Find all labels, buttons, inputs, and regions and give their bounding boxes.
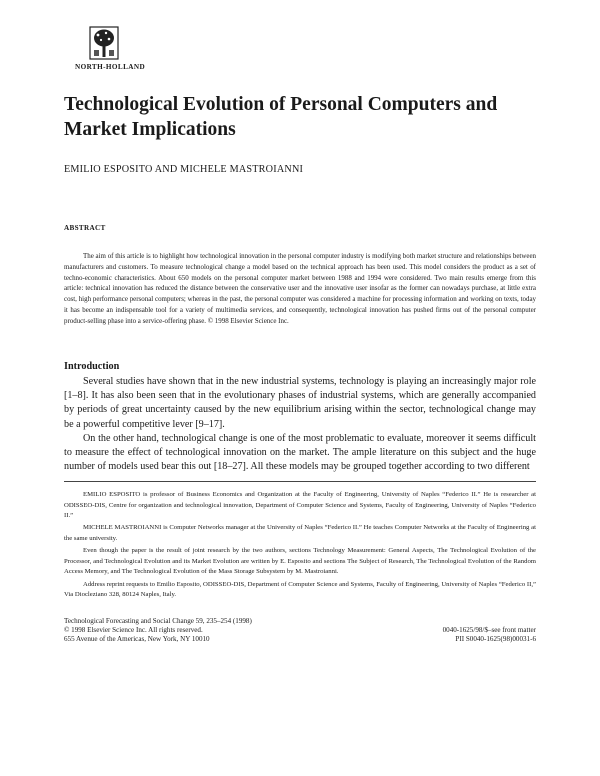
publisher-logo	[75, 26, 146, 71]
copyright-line: © 1998 Elsevier Science Inc. All rights reserved.	[64, 625, 203, 634]
pii-line: PII S0040-1625(98)00031-6	[455, 634, 536, 643]
footnotes	[64, 490, 536, 602]
abstract-body: The aim of this article is to highlight how technological innovation in the personal computer industry is modifying both market structure and relationships between manufacturers and customers. To measure technological change a model based on the technical approach has been used. This model considers the product as a set of techno-economic characteristics. About 650 models on the personal computer market between 1988 and 1994 were considered. Two main results emerge from this article: technical innovation has reduced the distance between the conservative user and the innovative user insofar as the former can nowadays purchase, at little extra cost, high performance personal computers; whereas in the past, the personal computer was considered a machine for processing information and working on texts, today it has become an indispensable tool for a variety of multimedia services, and consequently, technological innovation has pushed firms out of the personal computer product-selling phase into a service-offering phase. © 1998 Elsevier Science Inc.	[64, 252, 536, 325]
elsevier-tree-icon	[89, 26, 119, 60]
publisher-address: 655 Avenue of the Americas, New York, NY 10010	[64, 634, 210, 643]
article-title: Technological Evolution of Personal Computers and Market Implications	[64, 94, 498, 140]
section-heading-introduction: Introduction	[64, 361, 120, 372]
footnote-author-mastroianni: MICHELE MASTROIANNI is Computer Networks manager at the University of Naples “Federico II.” He teaches Computer Networks at the Faculty of Engineering at the same university.	[64, 524, 536, 542]
journal-citation: Technological Forecasting and Social Change 59, 235–254 (1998)	[64, 617, 252, 625]
footnote-author-esposito: EMILIO ESPOSITO is professor of Business Economics and Organization at the Faculty of Engineering, University of Naples “Federico II.” He is researcher at ODISSEO-DIS, Centre for organization and technological innovation, Department of Computer Science and Systems, Faculty of Engineering, University of Naples “Federico II.”	[64, 491, 536, 520]
intro-paragraph: On the other hand, technological change is one of the most problematic to evaluate, moreover it seems difficult to measure the effect of technological innovation on the market. The ample literature on this subject and the huge number of models used bear this out [18–27]. All these models may be grouped together according to two different	[64, 432, 536, 473]
article-authors: EMILIO ESPOSITO AND MICHELE MASTROIANNI	[64, 164, 304, 175]
page-footer	[64, 617, 536, 644]
intro-paragraph: Several studies have shown that in the new industrial systems, technology is playing an increasingly major role [1–8]. It has also been seen that in the evolutionary phases of industrial systems, which are generally accompanied by periods of great uncertainty caused by the new equilibrium arising within the sector, technological change may be a powerful competitive lever [9–17].	[64, 376, 536, 430]
issn-line: 0040-1625/98/$–see front matter	[442, 625, 536, 634]
introduction-text	[64, 375, 536, 474]
footnote-authorship: Even though the paper is the result of joint research by the two authors, sections Technology Measurement: General Aspects, The Technological Evolution of the Processor, and Technological Evolution and its Market Evolution are written by E. Esposito and sections The Subject of Research, The Technological Evolution of the Random Access Memory, and The Technological Evolution of the Mass Storage Subsystem by M. Mastroianni.	[64, 547, 536, 576]
abstract-heading: ABSTRACT	[64, 224, 106, 232]
publisher-name: NORTH-HOLLAND	[75, 63, 146, 71]
footnote-divider	[64, 481, 536, 482]
footnote-reprint-address: Address reprint requests to Emilio Esposito, ODISSEO-DIS, Department of Computer Science and Systems, Faculty of Engineering, University of Naples “Federico II,” Via Diocleziano 328, 80124 Naples, Italy.	[64, 580, 536, 599]
